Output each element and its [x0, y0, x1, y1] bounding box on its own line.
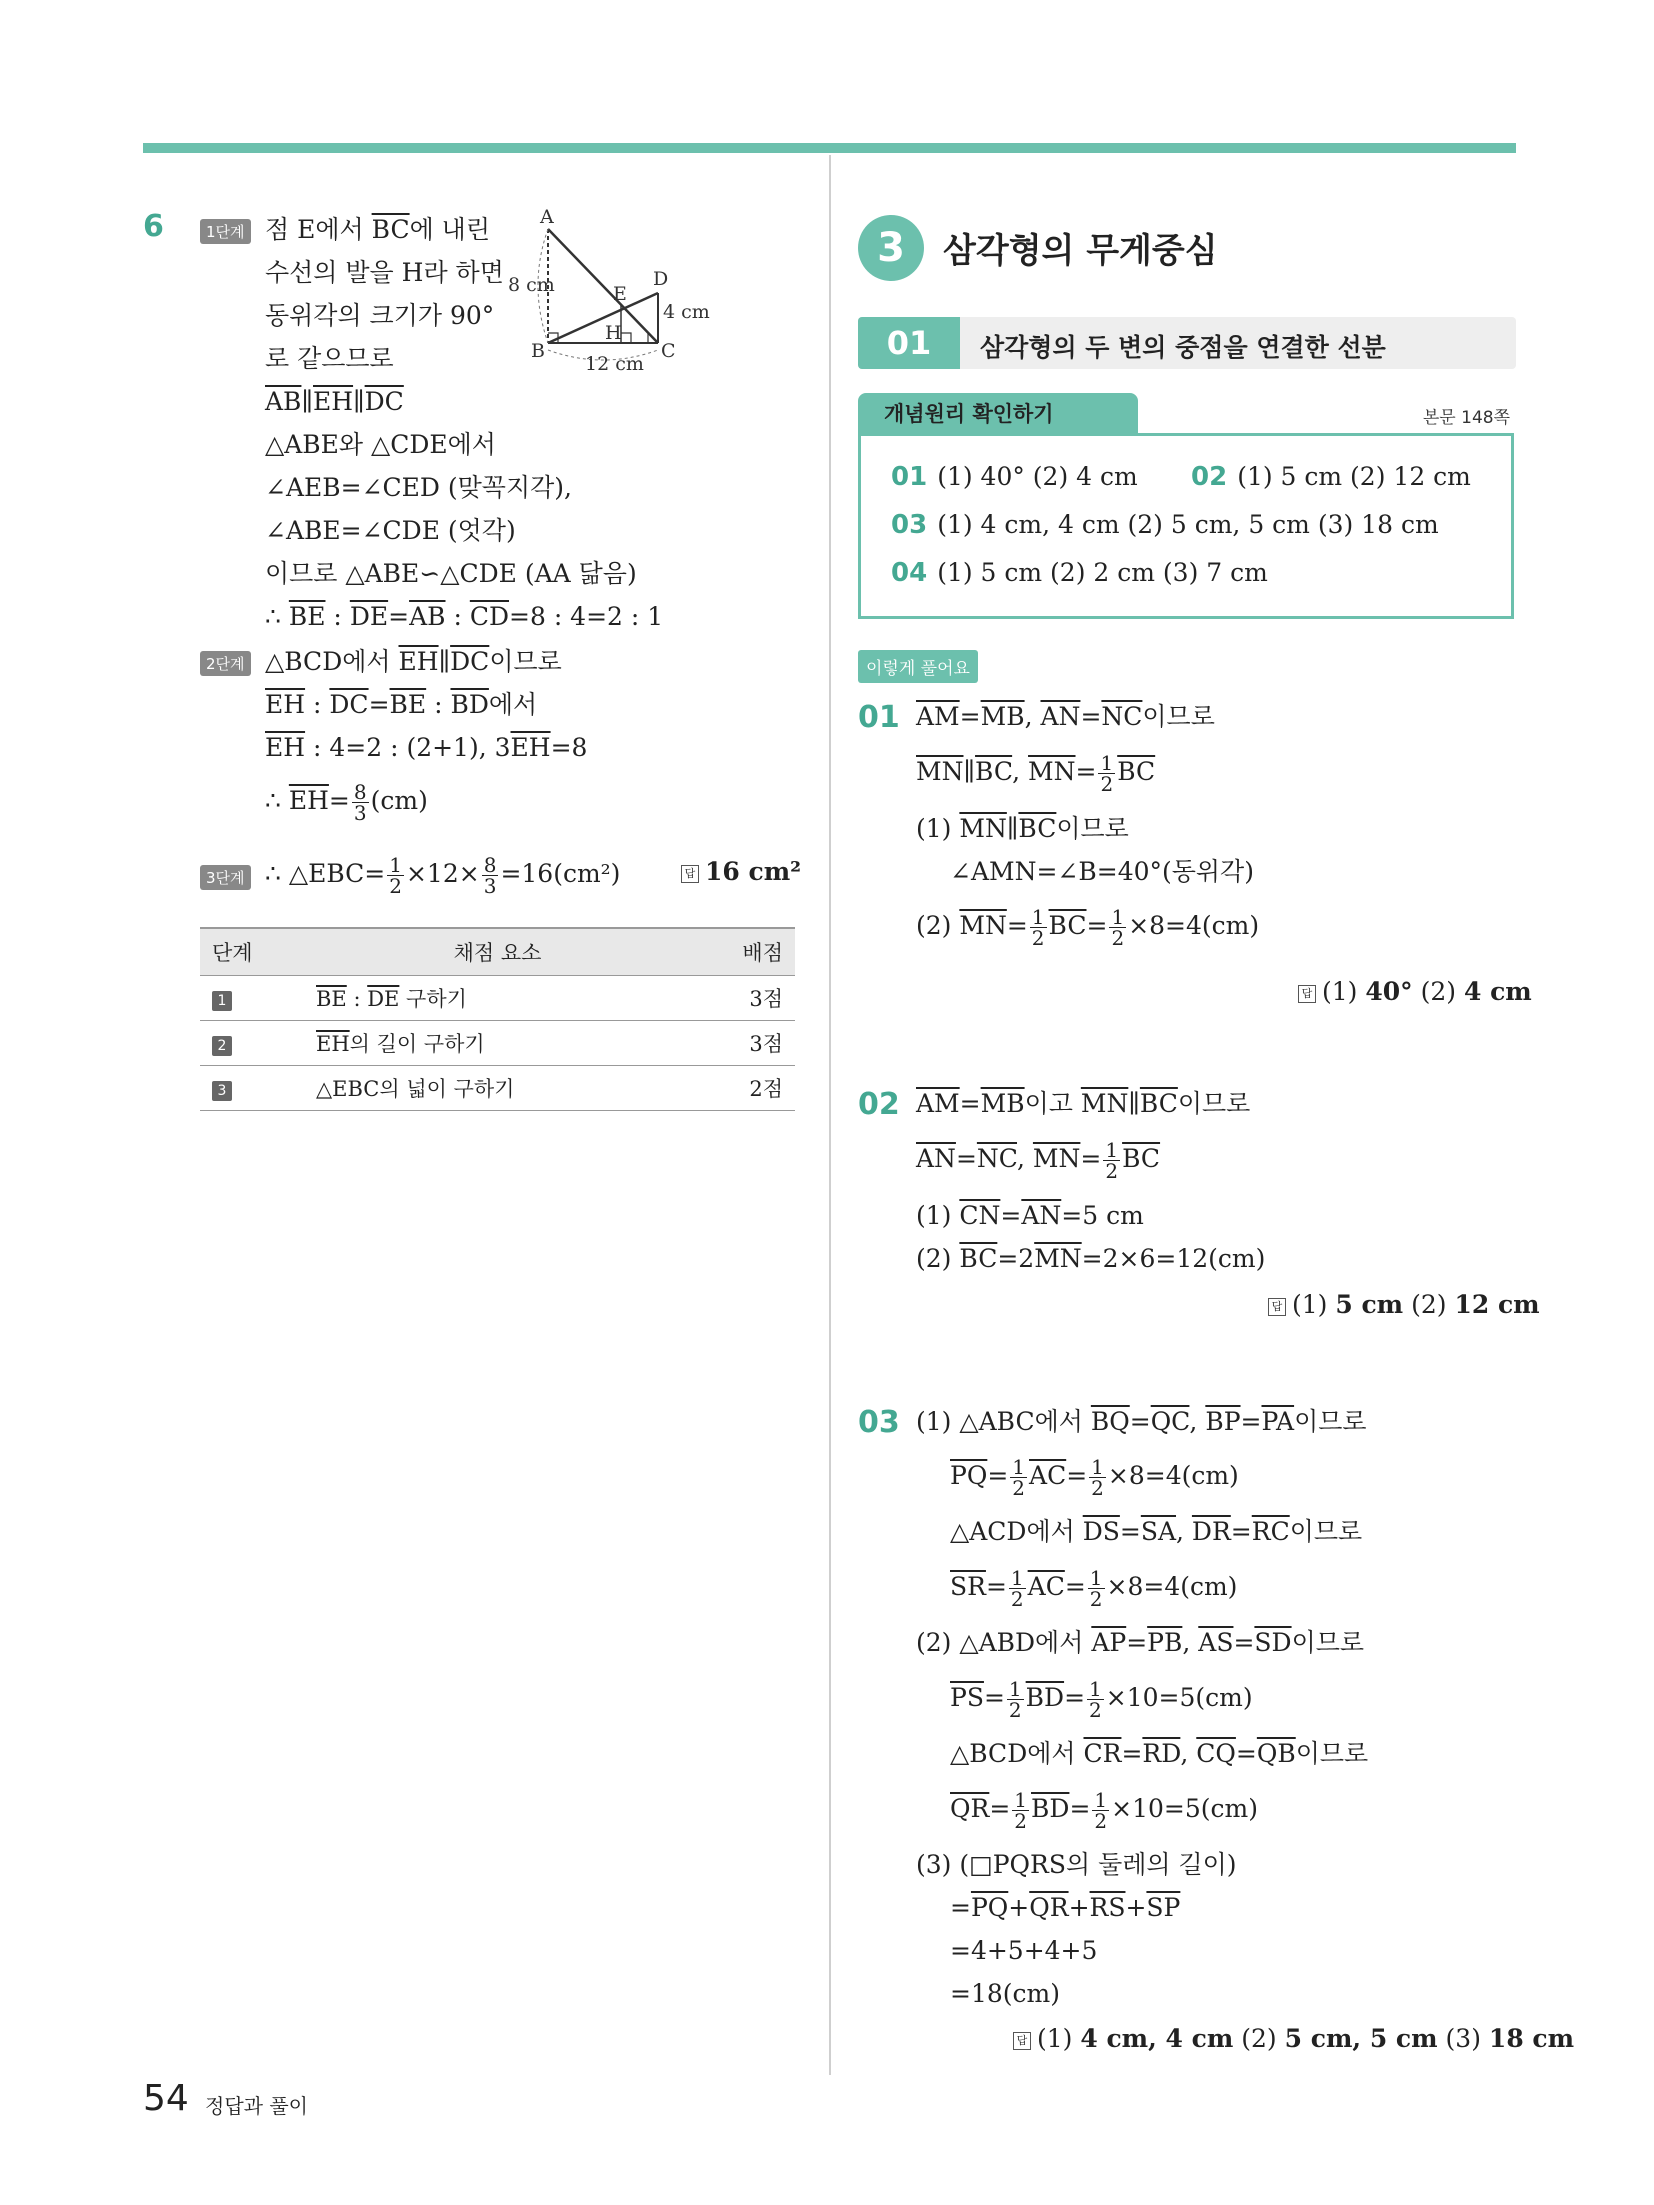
top-accent-bar	[143, 143, 1516, 153]
label-A: A	[540, 206, 554, 228]
q03-line3: △ACD에서 $\overline{DS}=\overline{SA}$, $\overline{DR}=\overline{RC}$이므로	[950, 1517, 1363, 1546]
label-H: H	[605, 322, 622, 344]
footer-label: 정답과 풀이	[205, 2094, 308, 2118]
subsection-bar	[858, 317, 1516, 369]
page-number: 54	[143, 2078, 189, 2119]
s1-line2: 수선의 발을 H라 하면	[265, 258, 504, 287]
s1-line10: ∴ $\overline{BE}$ : $\overline{DE}=\overline{AB}$ : $\overline{CD}=8$ : 4=2 : 1	[265, 602, 664, 631]
concept-row-03: 03 (1) 4 cm, 4 cm (2) 5 cm, 5 cm (3) 18 cm	[891, 510, 1439, 540]
column-divider	[829, 155, 831, 2075]
q03-line6: $\overline{PS}=$ $\frac{1}{2}$ $\overline{BD}=$ $\frac{1}{2}$ ×10=5(cm)	[950, 1677, 1253, 1722]
q01-answer: 답 (1) 40° (2) 4 cm	[1298, 975, 1532, 1009]
s2-line2: $\overline{EH}$ : $\overline{DC}=\overline{BE}$ : $\overline{BD}$에서	[265, 690, 538, 719]
s1-line9: 이므로 △ABE∽△CDE (AA 닮음)	[265, 559, 637, 588]
section-number: 3	[858, 215, 924, 281]
label-B: B	[531, 340, 545, 362]
s2-line3: $\overline{EH}$ : 4=2 : (2+1), $3\overline{EH}=8$	[265, 733, 588, 762]
q02-line2: $\overline{AN}=\overline{NC}$, $\overline{MN}=$ $\frac{1}{2}$ $\overline{BC}$	[916, 1138, 1161, 1183]
label-E: E	[613, 283, 627, 305]
table-header: 단계 채점 요소 배점	[200, 928, 795, 976]
q03-number: 03	[858, 1405, 900, 1440]
s1-line3: 동위각의 크기가 90°	[265, 301, 495, 330]
q03-answer: 답 (1) 4 cm, 4 cm (2) 5 cm, 5 cm (3) 18 cm	[1013, 2022, 1574, 2056]
q01-line3: (1) $\overline{MN}\parallel\overline{BC}$이므로	[916, 814, 1129, 843]
q03-line1: (1) △ABC에서 $\overline{BQ}=\overline{QC}$, $\overline{BP}=\overline{PA}$이므로	[916, 1407, 1367, 1436]
label-C: C	[661, 340, 676, 362]
step3-badge: 3단계	[200, 865, 251, 890]
subsection-number: 01	[858, 317, 960, 369]
step1-badge: 1단계	[200, 219, 251, 244]
q03-line4: $\overline{SR}=$ $\frac{1}{2}$ $\overline{AC}=$ $\frac{1}{2}$ ×8=4(cm)	[950, 1566, 1238, 1611]
subsection-title: 삼각형의 두 변의 중점을 연결한 선분	[980, 333, 1386, 362]
q02-number: 02	[858, 1087, 900, 1122]
s1-line1: 점 E에서 $\overline{BC}$에 내린	[265, 215, 490, 244]
scoring-table	[200, 927, 795, 1111]
q02-answer: 답 (1) 5 cm (2) 12 cm	[1268, 1288, 1540, 1322]
q03-line12: =18(cm)	[950, 1979, 1060, 2008]
q01-line5: (2) $\overline{MN}=$ $\frac{1}{2}$ $\overline{BC}=$ $\frac{1}{2}$ ×8=4(cm)	[916, 905, 1260, 950]
s3-answer: 답 16 cm²	[681, 855, 801, 889]
section-title: 삼각형의 무게중심	[943, 231, 1218, 271]
s2-line4: ∴ $\overline{EH}=$ $\frac{8}{3}$ (cm)	[265, 780, 428, 825]
q03-line2: $\overline{PQ}=$ $\frac{1}{2}$ $\overline{AC}=$ $\frac{1}{2}$ ×8=4(cm)	[950, 1455, 1239, 1500]
q03-line11: =4+5+4+5	[950, 1936, 1098, 1965]
s1-line4: 로 같으므로	[265, 344, 394, 373]
concept-row-02: 02 (1) 5 cm (2) 12 cm	[1191, 462, 1471, 492]
question-number: 6	[143, 209, 164, 244]
table-row: 3 △EBC의 넓이 구하기 2점	[200, 1066, 795, 1111]
q02-line1: $\overline{AM}=\overline{MB}$이고 $\overline{MN}\parallel\overline{BC}$이므로	[916, 1089, 1251, 1118]
table-row: 2 $\overline{EH}$의 길이 구하기 3점	[200, 1021, 795, 1066]
label-D: D	[653, 268, 669, 290]
s1-line7: ∠AEB=∠CED (맞꼭지각),	[265, 473, 572, 502]
concept-check-tab: 개념원리 확인하기	[858, 393, 1138, 435]
q02-line3: (1) $\overline{CN}=\overline{AN}=5$ cm	[916, 1201, 1144, 1230]
q03-line10: $=\overline{PQ}+\overline{QR}+\overline{RS}+\overline{SP}$	[950, 1893, 1181, 1922]
q03-line7: △BCD에서 $\overline{CR}=\overline{RD}$, $\overline{CQ}=\overline{QB}$이므로	[950, 1739, 1369, 1768]
q03-line8: $\overline{QR}=$ $\frac{1}{2}$ $\overline{BD}=$ $\frac{1}{2}$ ×10=5(cm)	[950, 1788, 1258, 1833]
label-ab-length: 8 cm	[508, 274, 555, 296]
s1-line8: ∠ABE=∠CDE (엇각)	[265, 516, 516, 545]
step2-badge: 2단계	[200, 651, 251, 676]
textbook-page-ref: 본문 148쪽	[1422, 408, 1510, 428]
triangle-figure	[508, 205, 743, 375]
q03-line9: (3) (□PQRS의 둘레의 길이)	[916, 1850, 1237, 1879]
s3-line: ∴ △EBC= $\frac{1}{2}$ ×12× $\frac{8}{3}$ =16(cm²)	[265, 853, 621, 898]
concept-row-01: 01 (1) 40° (2) 4 cm	[891, 462, 1138, 492]
s2-line1: △BCD에서 $\overline{EH}\parallel\overline{DC}$이므로	[265, 647, 562, 676]
q02-line4: (2) $\overline{BC}=2\overline{MN}=2\times 6=12(cm)$	[916, 1244, 1266, 1273]
q01-line1: $\overline{AM}=\overline{MB}$, $\overline{AN}=\overline{NC}$이므로	[916, 702, 1215, 731]
table-row: 1 $\overline{BE}$ : $\overline{DE}$ 구하기 3점	[200, 976, 795, 1021]
q01-line4: ∠AMN=∠B=40°(동위각)	[950, 857, 1254, 886]
answer-icon: 답	[681, 865, 699, 883]
q01-line2: $\overline{MN}\parallel\overline{BC}$, $\overline{MN}=$ $\frac{1}{2}$ $\overline{BC}$	[916, 751, 1156, 796]
q01-number: 01	[858, 700, 900, 735]
answer-icon: 답	[1268, 1298, 1286, 1316]
answer-icon: 답	[1298, 985, 1316, 1003]
label-dc-length: 4 cm	[663, 301, 710, 323]
q03-line5: (2) △ABD에서 $\overline{AP}=\overline{PB}$, $\overline{AS}=\overline{SD}$이므로	[916, 1628, 1365, 1657]
answer-icon: 답	[1013, 2032, 1031, 2050]
s1-line5: $\overline{AB}\parallel\overline{EH}\parallel\overline{DC}$	[265, 387, 404, 416]
solution-tab: 이렇게 풀어요	[858, 650, 978, 683]
concept-answer-box	[858, 433, 1514, 619]
s1-line6: △ABE와 △CDE에서	[265, 430, 496, 459]
concept-row-04: 04 (1) 5 cm (2) 2 cm (3) 7 cm	[891, 558, 1268, 588]
label-bc-length: 12 cm	[585, 353, 644, 375]
